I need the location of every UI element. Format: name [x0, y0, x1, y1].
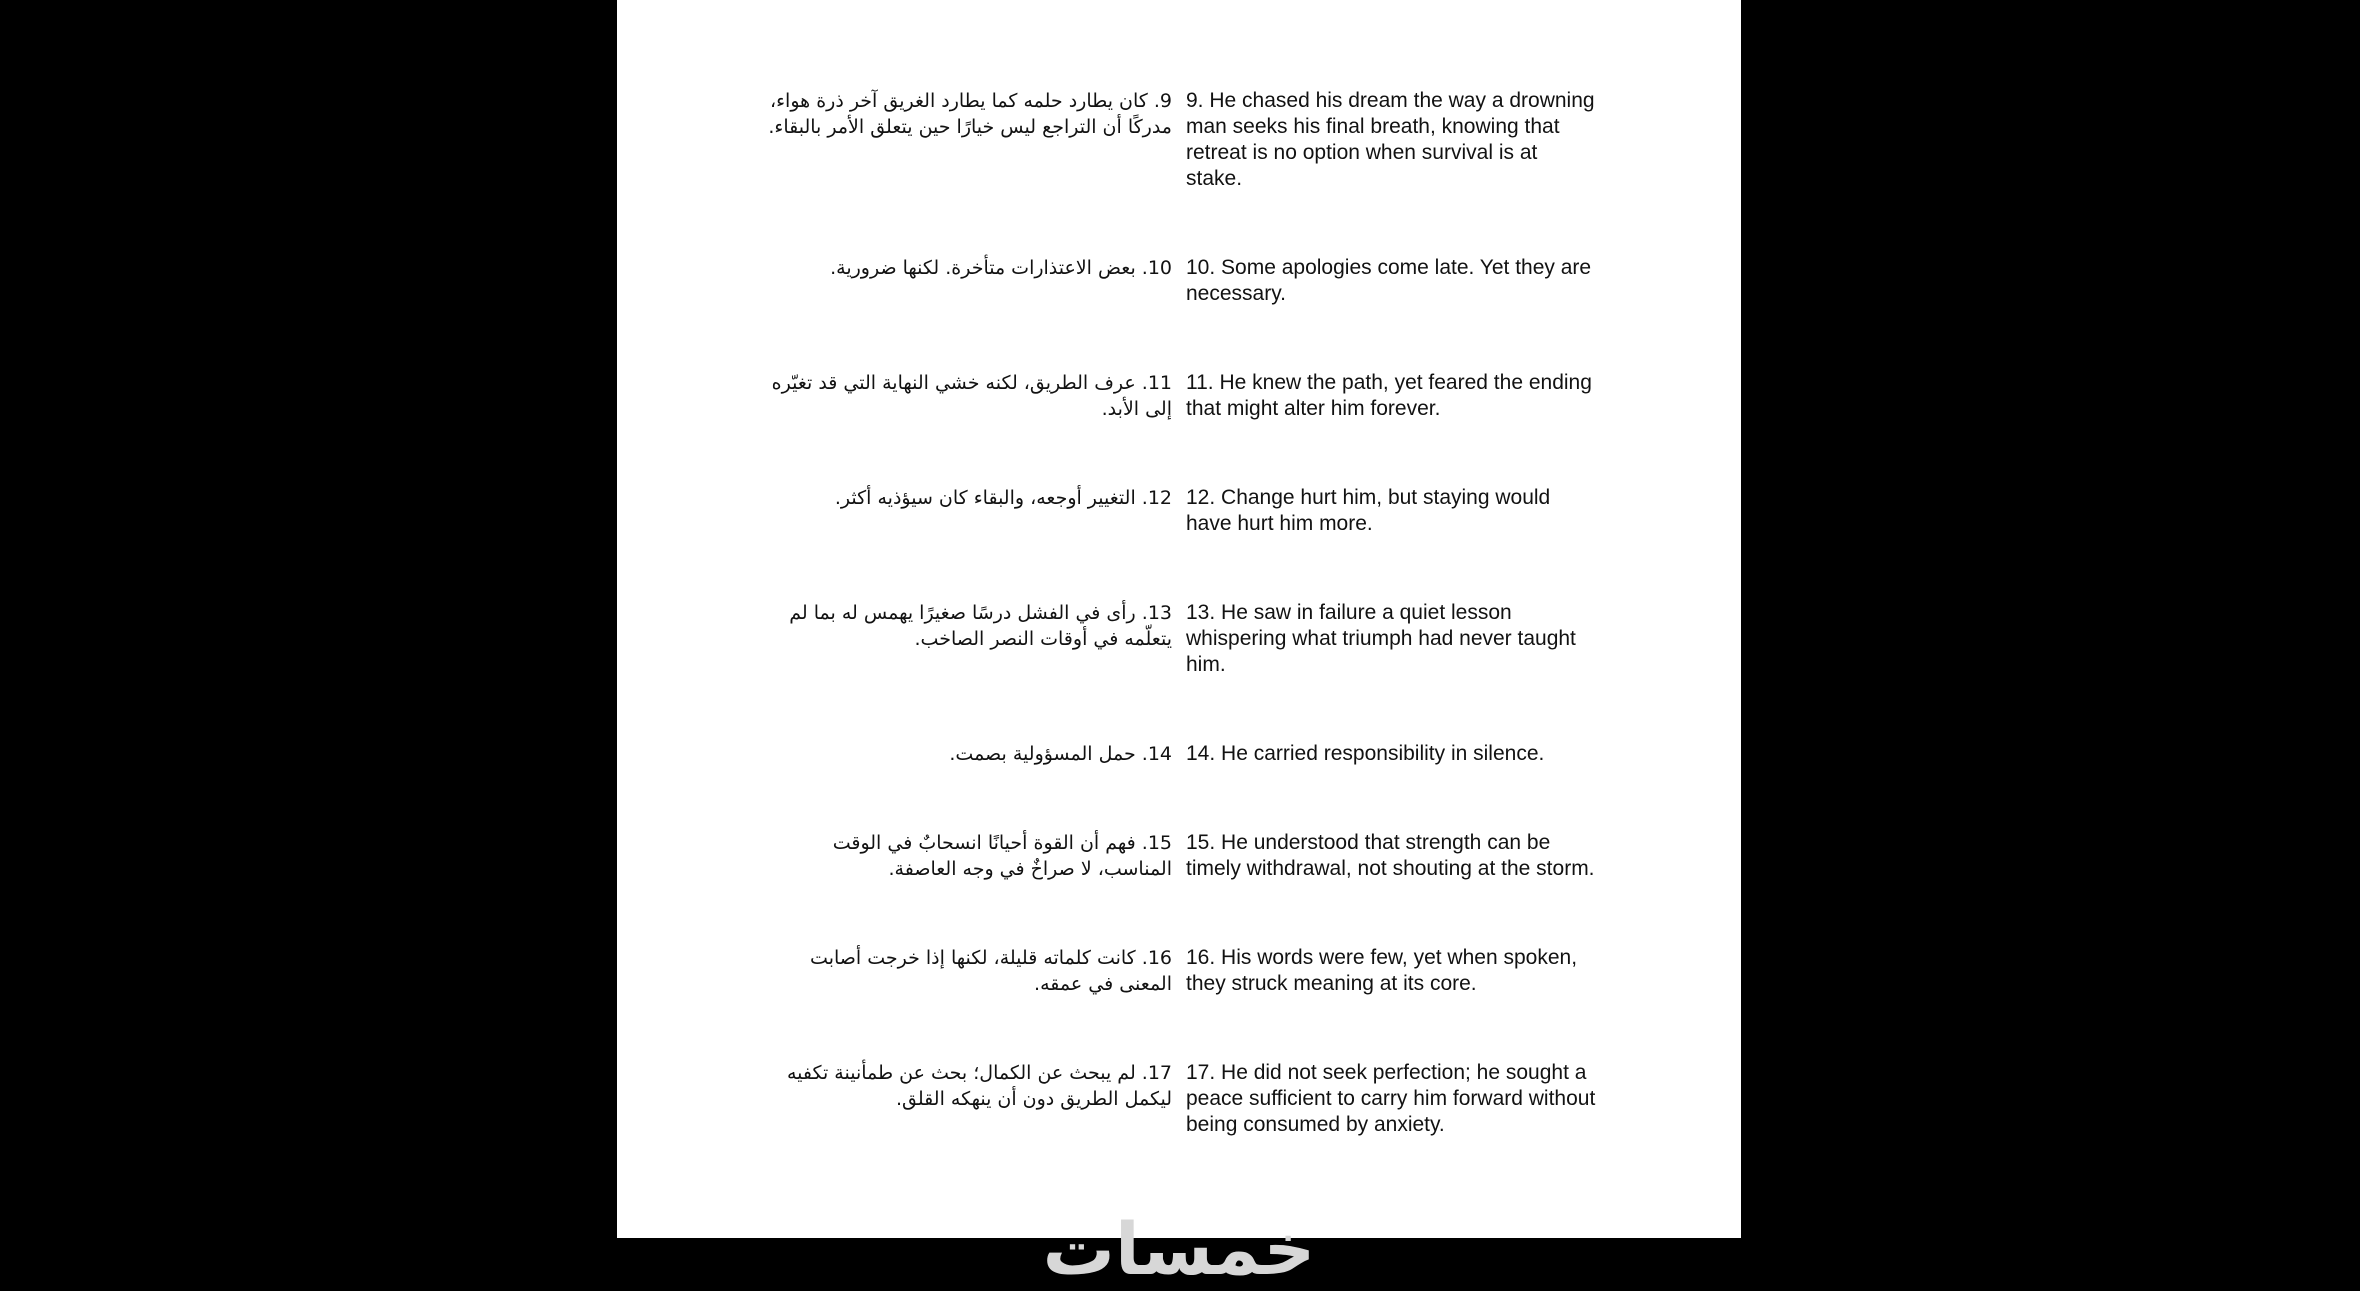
- list-item: [759, 945, 1599, 997]
- list-item: [759, 1060, 1599, 1138]
- english-text: 11. He knew the path, yet feared the ending that might alter him forever.: [1186, 371, 1592, 420]
- english-text: 14. He carried responsibility in silence.: [1186, 742, 1545, 765]
- list-item: [759, 88, 1599, 192]
- list-item: [759, 255, 1599, 307]
- arabic-text: 16. كانت كلماته قليلة، لكنها إذا خرجت أصابت المعنى في عمقه.: [810, 947, 1172, 995]
- arabic-text: 14. حمل المسؤولية بصمت.: [949, 743, 1172, 765]
- english-text: 15. He understood that strength can be timely withdrawal, not shouting at the storm.: [1186, 831, 1595, 880]
- english-text: 17. He did not seek perfection; he sought a peace sufficient to carry him forward without being consumed by anxiety.: [1186, 1061, 1596, 1136]
- list-item: [759, 600, 1599, 678]
- arabic-text: 17. لم يبحث عن الكمال؛ بحث عن طمأنينة تكفيه ليكمل الطريق دون أن ينهكه القلق.: [786, 1062, 1172, 1110]
- arabic-text: 11. عرف الطريق، لكنه خشي النهاية التي قد تغيّره إلى الأبد.: [771, 372, 1172, 420]
- english-text: 10. Some apologies come late. Yet they are necessary.: [1186, 256, 1592, 305]
- english-text: 16. His words were few, yet when spoken, they struck meaning at its core.: [1186, 946, 1578, 995]
- english-text: 13. He saw in failure a quiet lesson whispering what triumph had never taught him.: [1186, 601, 1576, 676]
- list-item: [759, 830, 1599, 882]
- khamsat-watermark: خمسات: [1042, 1207, 1316, 1291]
- document-page: [617, 0, 1741, 1291]
- list-item: [759, 485, 1599, 537]
- arabic-text: 12. التغيير أوجعه، والبقاء كان سيؤذيه أكثر.: [834, 487, 1172, 509]
- arabic-text: 10. بعض الاعتذارات متأخرة. لكنها ضرورية.: [830, 257, 1172, 279]
- list-item: [759, 370, 1599, 422]
- list-item: [759, 741, 1599, 767]
- arabic-text: 9. كان يطارد حلمه كما يطارد الغريق آخر ذرة هواء، مدركًا أن التراجع ليس خيارًا حين يتعلق الأمر بالبقاء.: [768, 90, 1172, 138]
- arabic-text: 13. رأى في الفشل درسًا صغيرًا يهمس له بما لم يتعلّمه في أوقات النصر الصاخب.: [789, 602, 1172, 650]
- arabic-text: 15. فهم أن القوة أحيانًا انسحابٌ في الوقت المناسب، لا صراخٌ في وجه العاصفة.: [832, 832, 1172, 880]
- english-text: 12. Change hurt him, but staying would have hurt him more.: [1186, 486, 1551, 535]
- translation-list: [759, 0, 1599, 1291]
- english-text: 9. He chased his dream the way a drowning man seeks his final breath, knowing that retreat is no option when survival is at stake.: [1186, 89, 1595, 190]
